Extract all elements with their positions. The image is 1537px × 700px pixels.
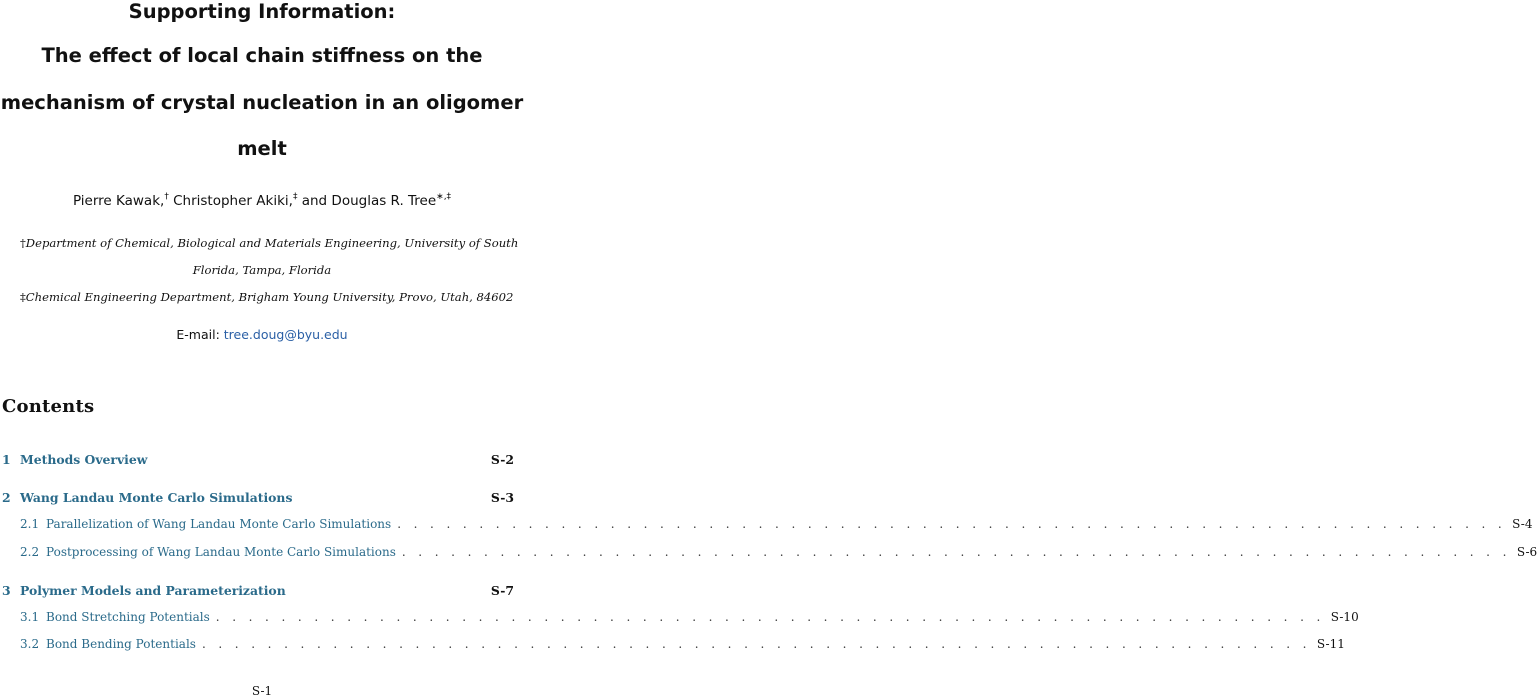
toc-subsection-3-2[interactable]: 3.2 Bond Bending Potentials . . . . . . . . . . . . . . . . . . . . . . . . . . . . . . . . . . . . . . . . . . . . . . . . . . . . . . . . . . . . . . . . . . . . S-11 [20,637,1345,651]
affiliation-1: †Department of Chemical, Biological and Materials Engineering, University of South [20,236,519,250]
title-line-1: Supporting Information: [128,0,396,23]
dot-leader: . . . . . . . . . . . . . . . . . . . . . . . . . . . . . . . . . . . . . . . . . . . . . . . . . . . . . . . . . . . . . . . . . . . . [401,545,1511,559]
affiliation-1-cont: Florida, Tampa, Florida [192,263,332,277]
contents-heading: Contents [2,396,95,417]
toc-subsection-3-1[interactable]: 3.1 Bond Stretching Potentials . . . . . . . . . . . . . . . . . . . . . . . . . . . . . . . . . . . . . . . . . . . . . . . . . . . . . . . . . . . . . . . . . . . . S-10 [20,610,1359,624]
author-3: and Douglas R. Tree [297,193,437,209]
email-line [0,327,524,342]
affiliation-2: ‡Chemical Engineering Department, Brigham Young University, Provo, Utah, 84602 [20,290,514,304]
author-1-mark: † [164,192,169,202]
dot-leader: . . . . . . . . . . . . . . . . . . . . . . . . . . . . . . . . . . . . . . . . . . . . . . . . . . . . . . . . . . . . . . . . . . . . [215,610,1325,624]
author-1: Pierre Kawak, [72,193,165,209]
dot-leader: . . . . . . . . . . . . . . . . . . . . . . . . . . . . . . . . . . . . . . . . . . . . . . . . . . . . . . . . . . . . . . . . . . . . [397,517,1507,531]
toc-section-2[interactable]: 2 Wang Landau Monte Carlo Simulations S-3 [2,490,514,505]
dot-leader: . . . . . . . . . . . . . . . . . . . . . . . . . . . . . . . . . . . . . . . . . . . . . . . . . . . . . . . . . . . . . . . . . . . . [201,637,1311,651]
email-label: E-mail: [176,327,220,342]
toc-section-1[interactable]: 1 Methods Overview S-2 [2,452,514,467]
title-line-3: mechanism of crystal nucleation in an oligomer [0,91,524,114]
page-number: S-1 [251,684,273,698]
toc-section-3[interactable]: 3 Polymer Models and Parameterization S-7 [2,583,514,598]
author-2: Christopher Akiki, [168,193,293,209]
title-line-2: The effect of local chain stiffness on the [41,44,483,67]
author-3-mark: ∗,‡ [436,192,452,202]
author-list [0,192,524,209]
author-2-mark: ‡ [292,192,298,202]
toc-subsection-2-2[interactable]: 2.2 Postprocessing of Wang Landau Monte Carlo Simulations . . . . . . . . . . . . . . . . . . . . . . . . . . . . . . . . . . . . . . . . . . . . . . . . . . . . . . . . . . . . . . . . . . . . S-6 [20,545,1537,559]
title-line-4: melt [237,137,287,160]
email-link[interactable]: tree.doug@byu.edu [223,327,348,342]
toc-subsection-2-1[interactable]: 2.1 Parallelization of Wang Landau Monte Carlo Simulations . . . . . . . . . . . . . . . . . . . . . . . . . . . . . . . . . . . . . . . . . . . . . . . . . . . . . . . . . . . . . . . . . . . . S-4 [20,517,1533,531]
